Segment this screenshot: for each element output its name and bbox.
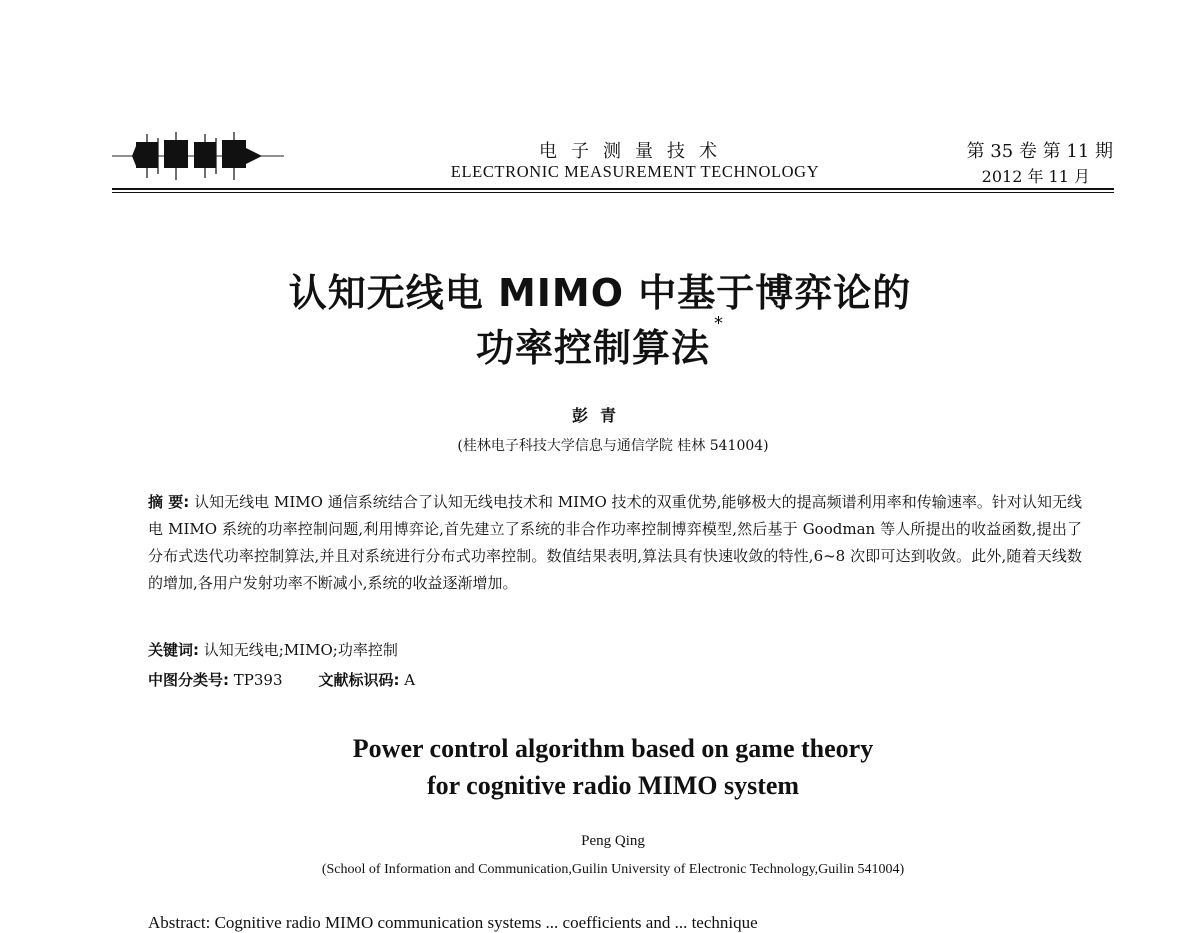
title-cn-line2	[0, 313, 1200, 372]
journal-name-cn: 电子测量技术	[539, 141, 731, 162]
journal-name-en: ELECTRONIC MEASUREMENT TECHNOLOGY	[450, 162, 820, 181]
issue-date: 2012 年 11 月	[981, 167, 1090, 186]
title-en-line1: Power control algorithm based on game theory	[352, 734, 874, 763]
author-cn: 彭青	[571, 406, 628, 425]
classification-label: 中图分类号:	[148, 671, 229, 689]
journal-logo	[112, 128, 284, 186]
classification-value: TP393	[229, 671, 283, 689]
title-cn-line1: 认知无线电 MIMO 中基于博弈论的	[288, 271, 912, 315]
author-en: Peng Qing	[581, 833, 645, 849]
title-cn-line2-text: 功率控制算法	[475, 326, 710, 370]
abstract-label: 摘 要:	[148, 493, 190, 511]
affiliation-cn: (桂林电子科技大学信息与通信学院 桂林 541004)	[457, 438, 769, 454]
keywords	[148, 639, 398, 660]
header-rule-thin	[112, 192, 1114, 193]
keywords-text: 认知无线电;MIMO;功率控制	[199, 641, 398, 659]
title-footnote-mark: *	[714, 313, 724, 334]
keywords-label: 关键词:	[148, 641, 199, 659]
title-en-line2: for cognitive radio MIMO system	[426, 771, 800, 800]
abstract-text: 认知无线电 MIMO 通信系统结合了认知无线电技术和 MIMO 技术的双重优势,能够极大的提高频谱利用率和传输速率。针对认知无线电 MIMO 系统的功率控制问题,利用博弈论,首先建立了系统的非合作功率控制博弈模型,然后基于 Goodman 等人所提出的收益函数,提出了分布式迭代功率控制算法,并且对系统进行分布式功率控制。数值结果表明,算法具有快速收敛的特性,6~8 次即可达到收敛。此外,随着天线数的增加,各用户发射功率不断减小,系统的收益逐渐增加。	[148, 493, 1082, 592]
doc-code-label: 文献标识码:	[318, 671, 400, 689]
header-rule-thick	[112, 188, 1114, 190]
affiliation-en: (School of Information and Communication,Guilin University of Electronic Technology,Guilin 541004)	[321, 862, 905, 877]
doc-code-value: A	[399, 671, 416, 689]
abstract-cn	[148, 489, 1082, 597]
classification	[148, 669, 415, 690]
volume-issue: 第 35 卷 第 11 期	[966, 141, 1113, 162]
abstract-en-partial: Abstract: Cognitive radio MIMO communication systems ... coefficients and ... technique	[148, 913, 758, 932]
